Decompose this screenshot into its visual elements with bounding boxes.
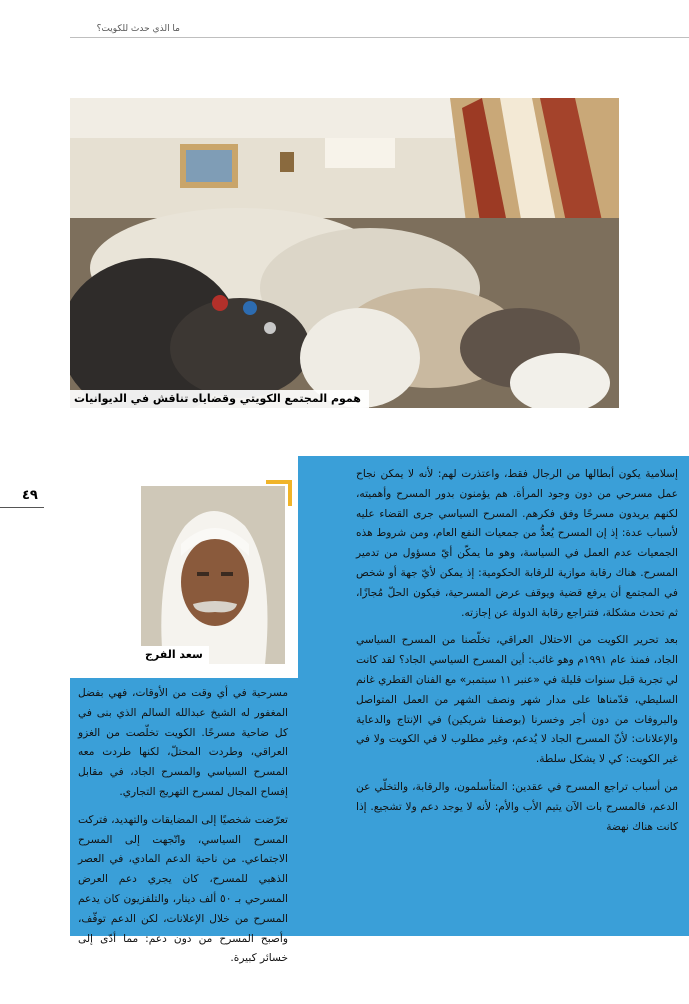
diwaniya-photo [70, 98, 619, 408]
paragraph: بعد تحرير الكويت من الاحتلال العراقي، تخلّصنا من المسرح السياسي الجاد، فمنذ عام ١٩٩١م وهو غائب: أين المسرح السياسي الجاد؟ لقد كانت لي تجربة قبل سنوات قليلة في «عنبر ١١ سبتمبر» مع الفنان القطري غانم السليطي، قدّمناها على مدار شهر ونصف الشهر من العمل المتواصل والبروفات من دون أجر وخسرنا (بوصفنا شريكين) في الإنتاج والدعاية والإعلانات: لأنّ المسرح الجاد لا يُدعم، وغير مطلوب لا في الكويت ولا في غير الكويت: كي لا يشكل سلطة. [356, 634, 678, 766]
paragraph: من أسباب تراجع المسرح في عقدين: المتأسلمون، والرقابة، والتخلّي عن الدعم، فالمسرح بات الآن يتيم الأب والأم: لأنه لا يوجد دعم ولا تشجيع. إذا كانت هناك نهضة [356, 780, 678, 833]
header-rule [70, 37, 689, 38]
photo-caption: هموم المجتمع الكويتي وقضاياه تناقش في الديوانيات [70, 390, 369, 408]
running-head: ما الذي حدث للكويت؟ [96, 24, 180, 34]
paragraph-gap [356, 623, 678, 631]
accent-corner [266, 480, 292, 506]
portrait-photo [141, 486, 285, 664]
article-column-right [356, 465, 678, 837]
paragraph-gap [78, 803, 288, 811]
paragraph: تعرّضت شخصيًا إلى المضايقات والتهديد، فتركت المسرح السياسي، واتّجهت إلى المسرح الاجتماعي. من ناحية الدعم المادي، في العصر الذهبي للمسرح، كان يجري دعم العرض المسرحي بـ ٥٠ ألف دينار، والتلفزيون كان يدعم المسرح من خلال الإعلانات، لكن الدعم توقّف، وأصبح المسرح من دون دعم: مما أدّى إلى خسائر كبيرة. [78, 813, 288, 965]
article-column-left [78, 684, 288, 969]
paragraph: مسرحية في أي وقت من الأوقات، فهي بفضل المغفور له الشيخ عبدالله السالم الذي بنى في كل ضاحية مسرحًا. الكويت تخلّصت من الغزو العراقي، وطردت المحتلّ، لكنها طردت معه المسرح السياسي والمسرح الجاد، في مقابل إفساح المجال لمسرح التهريج التجاري. [78, 687, 288, 798]
paragraph: إسلامية يكون أبطالها من الرجال فقط، واعتذرت لهم: لأنه لا يمكن نجاح عمل مسرحي من دون وجود المرأة. هم يؤمنون بدور المسرح وأهميته، لكنهم يريدون مسرحًا وفق فكرهم. المسرح السياسي جرى القضاء عليه لأسباب عدة: إذ إن المسرح يُعدُّ من جمعيات النفع العام، ومن شروط هذه الجمعيات عدم العمل في السياسة، وهو ما يمكّن أيّ مسؤول من تدمير المسرح. هناك رقابة موازية للرقابة الحكومية: إذ يمكن لأيّ جهة أو شخص في المجتمع أن يرفع قضية ويوقف عرض المسرحية، فيكون الحلّ مُجازًا، ثم تحدث مشكلة، فتتراجع رقابة الدولة عن إجازته. [356, 468, 678, 619]
page-number-rule [0, 507, 44, 508]
page-number: ٤٩ [22, 488, 38, 503]
diwaniya-photo-illustration [70, 98, 619, 408]
portrait-caption: سعد الفرج [141, 646, 209, 664]
paragraph-gap [356, 770, 678, 778]
portrait-illustration [141, 486, 285, 664]
